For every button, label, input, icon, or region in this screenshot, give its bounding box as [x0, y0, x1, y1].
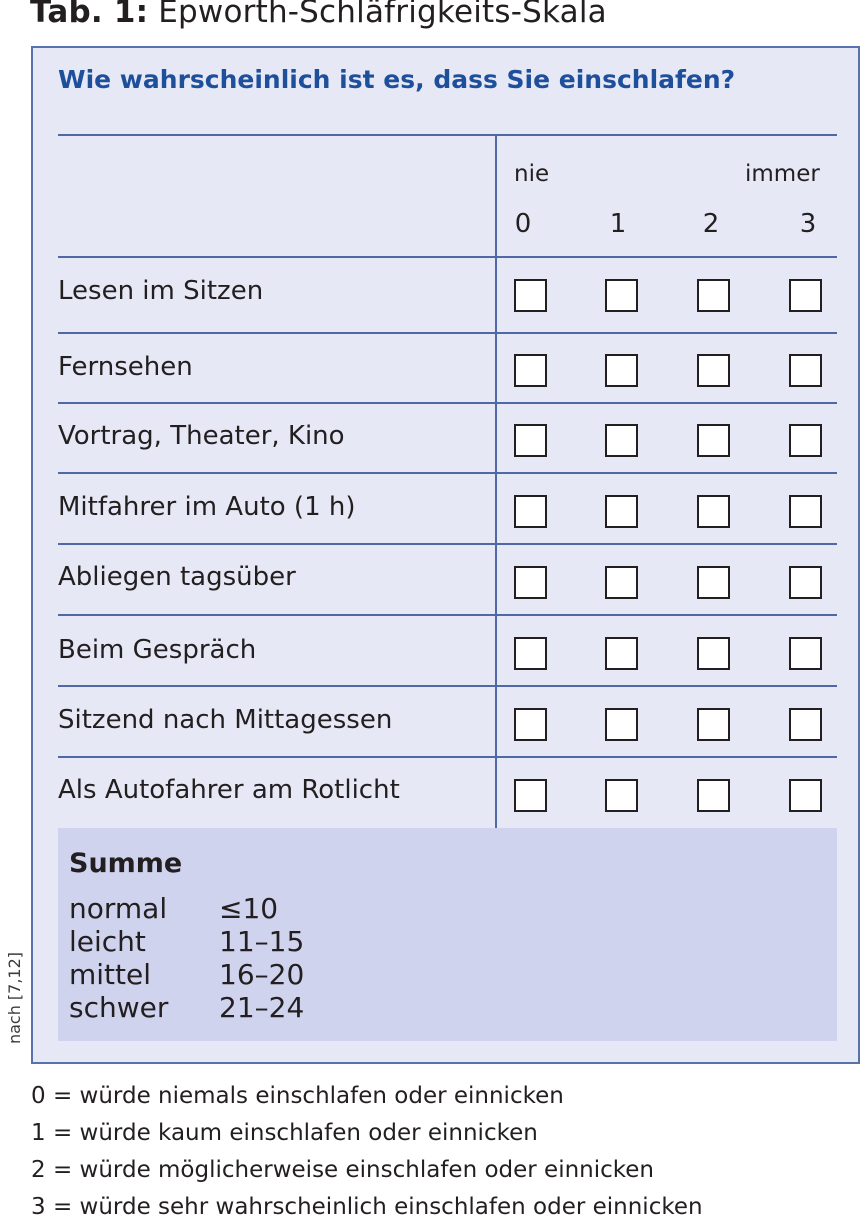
severity-name: mittel	[69, 958, 152, 991]
score-checkbox-0[interactable]	[514, 495, 547, 528]
legend-line-2: 2 = würde möglicherweise einschlafen oder einnicken	[31, 1157, 654, 1183]
score-checkbox-1[interactable]	[605, 495, 638, 528]
score-checkbox-3[interactable]	[789, 708, 822, 741]
scale-low-label: nie	[514, 161, 550, 187]
score-checkbox-3[interactable]	[789, 354, 822, 387]
row-divider	[58, 472, 837, 474]
row-divider	[58, 402, 837, 404]
table-title-text: Epworth-Schläfrigkeits-Skala	[158, 0, 607, 30]
summary-panel	[58, 828, 837, 1041]
question-heading: Wie wahrscheinlich ist es, dass Sie einschlafen?	[58, 65, 736, 94]
table-title	[30, 0, 607, 30]
score-checkbox-0[interactable]	[514, 424, 547, 457]
score-checkbox-1[interactable]	[605, 779, 638, 812]
score-checkbox-2[interactable]	[697, 279, 730, 312]
questionnaire-panel	[31, 46, 860, 1064]
row-divider	[58, 256, 837, 258]
severity-range: ≤10	[219, 892, 279, 925]
legend-line-3: 3 = würde sehr wahrscheinlich einschlafen oder einnicken	[31, 1194, 703, 1220]
score-checkbox-3[interactable]	[789, 779, 822, 812]
severity-range: 16–20	[219, 958, 305, 991]
item-label: Als Autofahrer am Rotlicht	[58, 775, 400, 805]
score-checkbox-2[interactable]	[697, 495, 730, 528]
score-checkbox-2[interactable]	[697, 708, 730, 741]
item-label: Fernsehen	[58, 352, 193, 382]
table-top-rule	[58, 134, 837, 136]
score-checkbox-1[interactable]	[605, 566, 638, 599]
score-checkbox-3[interactable]	[789, 279, 822, 312]
item-label: Vortrag, Theater, Kino	[58, 421, 345, 451]
row-divider	[58, 543, 837, 545]
score-checkbox-1[interactable]	[605, 279, 638, 312]
score-checkbox-0[interactable]	[514, 279, 547, 312]
scale-value-2: 2	[702, 209, 720, 239]
score-checkbox-3[interactable]	[789, 424, 822, 457]
severity-range: 21–24	[219, 991, 305, 1024]
severity-name: leicht	[69, 925, 146, 958]
item-label: Lesen im Sitzen	[58, 276, 264, 306]
row-divider	[58, 614, 837, 616]
scale-value-3: 3	[799, 209, 817, 239]
score-checkbox-2[interactable]	[697, 354, 730, 387]
score-checkbox-0[interactable]	[514, 779, 547, 812]
item-label: Sitzend nach Mittagessen	[58, 705, 393, 735]
item-label: Beim Gespräch	[58, 635, 257, 665]
score-checkbox-2[interactable]	[697, 779, 730, 812]
scale-value-0: 0	[514, 209, 532, 239]
score-checkbox-3[interactable]	[789, 637, 822, 670]
score-checkbox-1[interactable]	[605, 708, 638, 741]
severity-name: normal	[69, 892, 168, 925]
score-checkbox-0[interactable]	[514, 637, 547, 670]
row-divider	[58, 332, 837, 334]
legend-line-1: 1 = würde kaum einschlafen oder einnicken	[31, 1120, 538, 1146]
legend-line-0: 0 = würde niemals einschlafen oder einnicken	[31, 1083, 564, 1109]
score-checkbox-1[interactable]	[605, 424, 638, 457]
row-divider	[58, 685, 837, 687]
score-checkbox-1[interactable]	[605, 354, 638, 387]
score-checkbox-3[interactable]	[789, 495, 822, 528]
table-number: Tab. 1:	[30, 0, 149, 30]
severity-range: 11–15	[219, 925, 305, 958]
severity-name: schwer	[69, 991, 169, 1024]
score-checkbox-1[interactable]	[605, 637, 638, 670]
score-checkbox-2[interactable]	[697, 637, 730, 670]
row-divider	[58, 756, 837, 758]
summary-title: Summe	[69, 848, 183, 879]
column-divider	[495, 136, 497, 828]
source-citation: nach [7,12]	[5, 951, 24, 1045]
item-label: Mitfahrer im Auto (1 h)	[58, 492, 356, 522]
score-checkbox-2[interactable]	[697, 566, 730, 599]
scale-high-label: immer	[745, 161, 820, 187]
score-checkbox-0[interactable]	[514, 354, 547, 387]
score-checkbox-2[interactable]	[697, 424, 730, 457]
score-checkbox-0[interactable]	[514, 566, 547, 599]
score-checkbox-3[interactable]	[789, 566, 822, 599]
score-checkbox-0[interactable]	[514, 708, 547, 741]
scale-value-1: 1	[609, 209, 627, 239]
item-label: Abliegen tagsüber	[58, 562, 296, 592]
